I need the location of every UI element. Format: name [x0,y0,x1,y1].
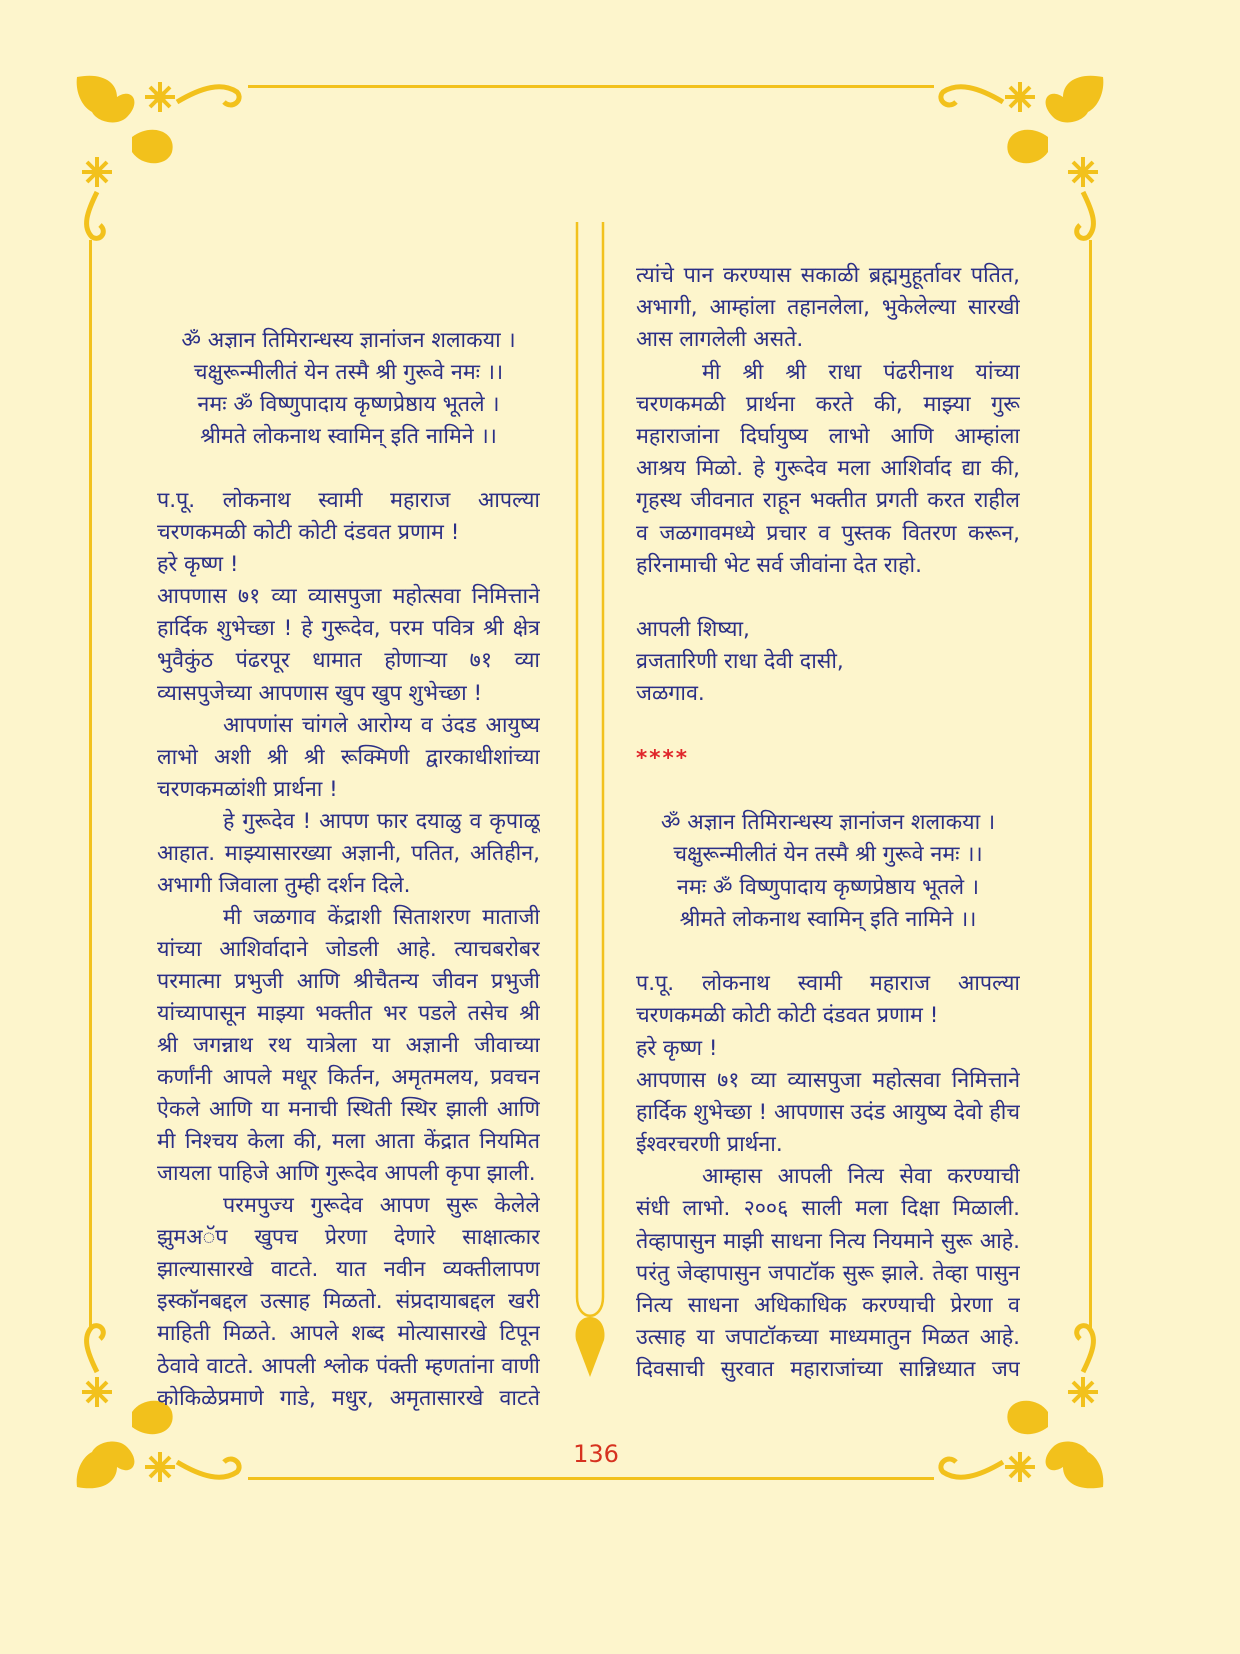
text-line: आपणांस चांगले आरोग्य व उंदड आयुष्य [223,712,540,738]
text-line: उत्साह या जपाटॉकच्या माध्यमातुन मिळत आहे. [636,1325,1020,1351]
text-line: प.पू. लोकनाथ स्वामी महाराज आपल्या [157,488,540,514]
verse-line: श्रीमते लोकनाथ स्वामिन् इति नामिने ।। [679,906,977,932]
frame-right-line [1089,240,1092,1330]
column-divider-icon [570,222,610,1382]
text-line: आहात. माझ्यासारख्या अज्ञानी, पतित, अतिहीन, [157,840,540,866]
text-line: भुवैकुंठ पंढरपूर धामात होणाऱ्या ७१ व्या [157,648,540,674]
text-line: परंतु जेव्हापासुन जपाटॉक सुरू झाले. तेव्हा पासुन [636,1260,1020,1286]
right-text-column [636,260,1020,1387]
text-line: आश्रय मिळो. हे गुरूदेव मला आशिर्वाद द्या की, [636,456,1020,482]
text-line: आपणास ७१ व्या व्यासपुजा महोत्सवा निमित्ताने [636,1067,1020,1093]
text-line: यांच्या आशिर्वादाने जोडली आहे. त्याचबरोबर [157,936,540,962]
frame-top-line [248,85,934,88]
verse-line: चक्षुरून्मीलीतं येन तस्मै श्री गुरूवे नमः ।। [193,360,504,386]
text-line: हार्दिक शुभेच्छा ! आपणास उदंड आयुष्य देवो हीच [636,1099,1020,1125]
text-line: यांच्यापासून माझ्या भक्तीत भर पडले तसेच श्री [157,1000,540,1026]
text-line: व्यासपुजेच्या आपणास खुप खुप शुभेच्छा ! [157,680,483,706]
text-line: परमात्मा प्रभुजी आणि श्रीचैतन्य जीवन प्रभुजी [157,968,540,994]
text-line: व जळगावमध्ये प्रचार व पुस्तक वितरण करून, [636,520,1020,546]
text-line: माहिती मिळते. आपले शब्द मोत्यासारखे टिपून [157,1321,540,1347]
text-line [636,711,1020,743]
text-line [636,582,1020,614]
text-line: ठेवावे वाटते. आपली श्लोक पंक्ती म्हणतांना वाणी [157,1353,540,1379]
text-line: ऐकले आणि या मनाची स्थिती स्थिर झाली आणि [157,1097,540,1123]
frame-left-line [89,240,92,1330]
text-line: हे गुरूदेव ! आपण फार दयाळु व कृपाळू [223,808,540,834]
text-line: हार्दिक शुभेच्छा ! हे गुरूदेव, परम पवित्र श्री क्षेत्र [157,616,540,642]
text-line: मी निश्चय केला की, मला आता केंद्रात नियमित [157,1129,540,1155]
text-line: झुमअॅप खुपच प्रेरणा देणारे साक्षात्कार [157,1225,540,1251]
text-line: हरे कृष्ण ! [636,1035,718,1061]
text-line: त्यांचे पान करण्यास सकाळी ब्रह्ममुहूर्तावर पतित, [636,263,1020,288]
text-line: लाभो अशी श्री श्री रूक्मिणी द्वारकाधीशांच्या [157,744,540,770]
corner-ornament-top-right-icon [928,72,1108,242]
page-number: 136 [573,1440,619,1468]
verse-line: चक्षुरून्मीलीतं येन तस्मै श्री गुरूवे नमः ।। [673,842,983,868]
text-line: झाल्यासारखे वाटते. यात नवीन व्यक्तीलापण [157,1257,540,1283]
text-line: व्रजतारिणी राधा देवी दासी, [636,649,844,675]
text-line: कोकिळेप्रमाणे गाडे, मधुर, अमृतासारखे वाटते [157,1385,540,1411]
text-line: श्री जगन्नाथ रथ यात्रेला या अज्ञानी जीवाच्या [157,1033,540,1059]
text-line: कर्णांनी आपले मधूर किर्तन, अमृतमलय, प्रवचन [157,1065,540,1091]
text-line: चरणकमळी कोटी कोटी दंडवत प्रणाम ! [157,520,460,546]
verse-line: श्रीमते लोकनाथ स्वामिन् इति नामिने ।। [200,424,497,450]
text-line: आस लागलेली असते. [636,327,804,353]
separator-stars: **** [636,745,689,771]
text-line [636,936,1020,968]
corner-ornament-top-left-icon [72,72,252,242]
text-line: हरे कृष्ण ! [157,552,239,578]
left-text-column [157,325,540,1415]
text-line: चरणकमळांशी प्रार्थना ! [157,776,338,802]
frame-bottom-line [248,1477,934,1480]
text-line: आपणास ७१ व्या व्यासपुजा महोत्सवा निमित्ताने [157,584,540,610]
text-line: जायला पाहिजे आणि गुरूदेव आपली कृपा झाली. [157,1161,536,1187]
text-line: अभागी जिवाला तुम्ही दर्शन दिले. [157,872,411,898]
text-line: मी जळगाव केंद्राशी सिताशरण माताजी [223,904,540,930]
text-line: आम्हास आपली नित्य सेवा करण्याची [702,1164,1020,1190]
text-line [157,453,540,485]
verse-line: नमः ॐ विष्णुपादाय कृष्णप्रेष्ठाय भूतले । [197,392,500,418]
text-line: चरणकमळी प्रार्थना करते की, माझ्या गुरू [636,391,1020,417]
text-line: संधी लाभो. २००६ साली मला दिक्षा मिळाली. [636,1196,1020,1222]
verse-line: ॐ अज्ञान तिमिरान्धस्य ज्ञानांजन शलाकया । [181,328,516,353]
text-line: जळगाव. [636,681,705,707]
text-line: हरिनामाची भेट सर्व जीवांना देत राहो. [636,552,922,578]
verse-line: नमः ॐ विष्णुपादाय कृष्णप्रेष्ठाय भूतले । [676,874,980,900]
text-line: दिवसाची सुरवात महाराजांच्या सान्निध्यात जप [636,1357,1020,1383]
text-line: महाराजांना दिर्घायुष्य लाभो आणि आम्हांला [636,423,1020,449]
verse-line: ॐ अज्ञान तिमिरान्धस्य ज्ञानांजन शलाकया । [660,810,996,836]
text-line: तेव्हापासुन माझी साधना नित्य नियमाने सुरू आहे. [636,1228,1020,1254]
text-line [636,775,1020,807]
text-line: गृहस्थ जीवनात राहून भक्तीत प्रगती करत राहील [636,488,1020,514]
text-line: इस्कॉनबद्दल उत्साह मिळतो. संप्रदायाबद्दल खरी [157,1289,540,1315]
text-line: परमपुज्य गुरूदेव आपण सुरू केलेले [223,1193,540,1219]
text-line: ईश्वरचरणी प्रार्थना. [636,1132,783,1158]
text-line: चरणकमळी कोटी कोटी दंडवत प्रणाम ! [636,1003,939,1029]
text-line: प.पू. लोकनाथ स्वामी महाराज आपल्या [636,971,1020,997]
text-line: अभागी, आम्हांला तहानलेला, भुकेलेल्या सारखी [636,295,1020,321]
text-line: मी श्री श्री राधा पंढरीनाथ यांच्या [702,359,1020,385]
text-line: नित्य साधना अधिकाधिक करण्याची प्रेरणा व [636,1293,1020,1318]
text-line: आपली शिष्या, [636,617,750,643]
